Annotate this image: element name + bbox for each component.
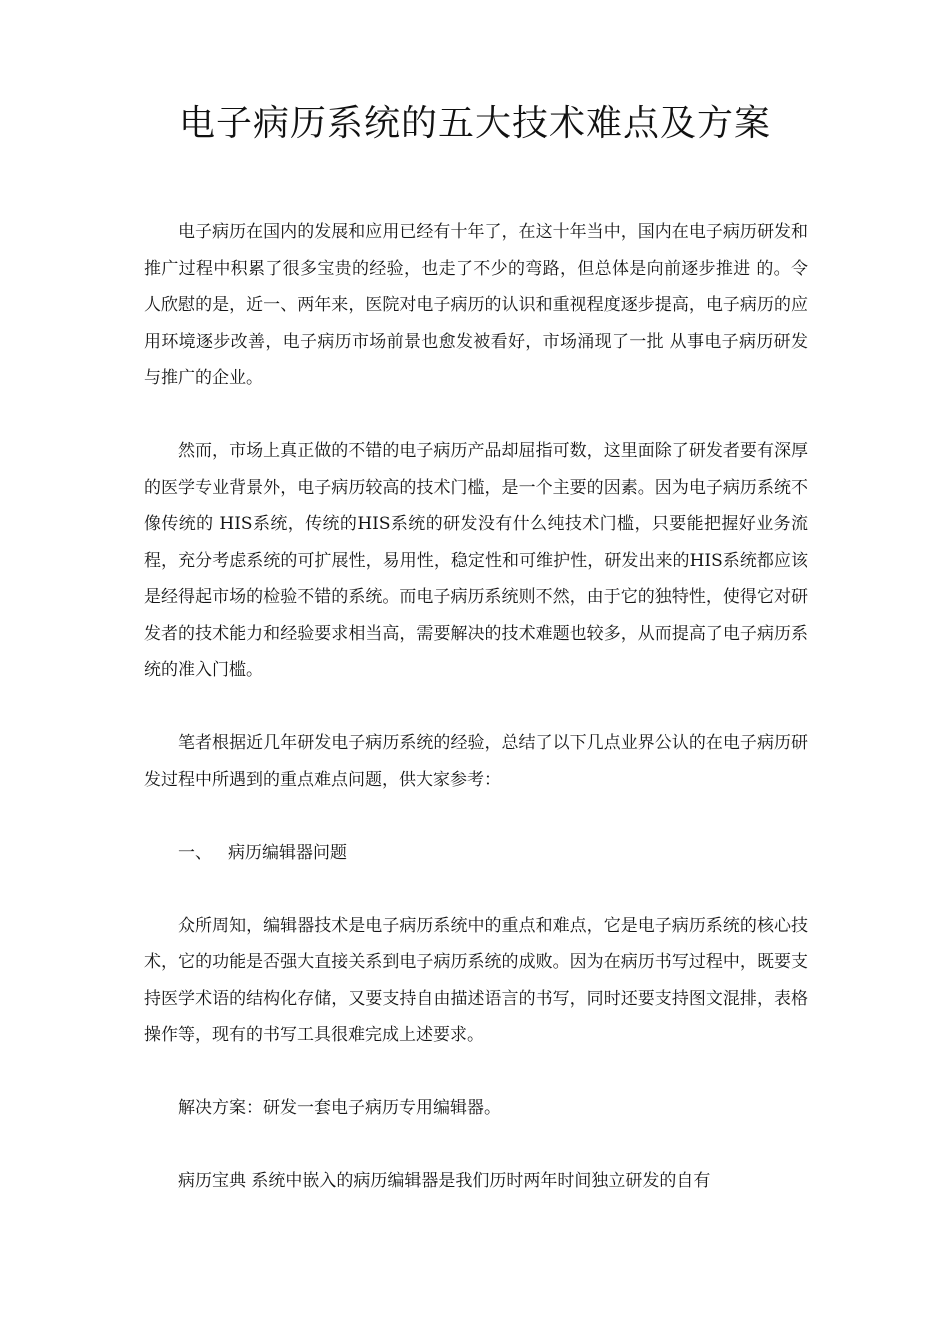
paragraph-spacer — [144, 1054, 808, 1091]
paragraph-solution: 解决方案：研发一套电子病历专用编辑器。 — [178, 1098, 501, 1118]
document-body — [144, 214, 808, 1200]
paragraph-spacer — [144, 871, 808, 908]
document-title: 电子病历系统的五大技术难点及方案 — [178, 103, 771, 144]
paragraph-intro: 电子病历在国内的发展和应用已经有十年了，在这十年当中，国内在电子病历研发和推广过程中积累了很多宝贵的经验，也走了不少的弯路，但总体是向前逐步推进 的。令人欣慰的是，近一、两年来，医院对电子病历的认识和重视程度逐步提高，电子病历的应用环境逐步改善，电子病历市场前景也愈发被看好，市场涌现了一批 从事电子病历研发与推广的企业。 — [144, 222, 808, 388]
section-heading-one — [144, 835, 808, 872]
paragraph-threshold: 然而，市场上真正做的不错的电子病历产品却屈指可数，这里面除了研发者要有深厚的医学专业背景外，电子病历较高的技术门槛，是一个主要的因素。因为电子病历系统不像传统的 HIS系统，传统的HIS系统的研发没有什么纯技术门槛，只要能把握好业务流程，充分考虑系统的可扩展性，易用性，稳定性和可维护性，研发出来的HIS系统都应该是经得起市场的检验不错的系统。而电子病历系统则不然，由于它的独特性，使得它对研发者的技术能力和经验要求相当高，需要解决的技术难题也较多，从而提高了电子病历系统的准入门槛。 — [144, 441, 808, 680]
paragraph-spacer — [144, 1127, 808, 1164]
paragraph-spacer — [144, 689, 808, 726]
paragraph-summary: 笔者根据近几年研发电子病历系统的经验，总结了以下几点业界公认的在电子病历研发过程中所遇到的重点难点问题，供大家参考： — [144, 733, 808, 790]
paragraph-product: 病历宝典 系统中嵌入的病历编辑器是我们历时两年时间独立研发的自有 — [178, 1171, 711, 1191]
section-label: 病历编辑器问题 — [228, 842, 347, 863]
paragraph-spacer — [144, 397, 808, 434]
section-number: 一、 — [178, 842, 212, 863]
paragraph-editor-description: 众所周知，编辑器技术是电子病历系统中的重点和难点，它是电子病历系统的核心技术，它的功能是否强大直接关系到电子病历系统的成败。因为在病历书写过程中，既要支持医学术语的结构化存储，又要支持自由描述语言的书写，同时还要支持图文混排，表格操作等，现有的书写工具很难完成上述要求。 — [144, 915, 808, 1045]
paragraph-spacer — [144, 798, 808, 835]
